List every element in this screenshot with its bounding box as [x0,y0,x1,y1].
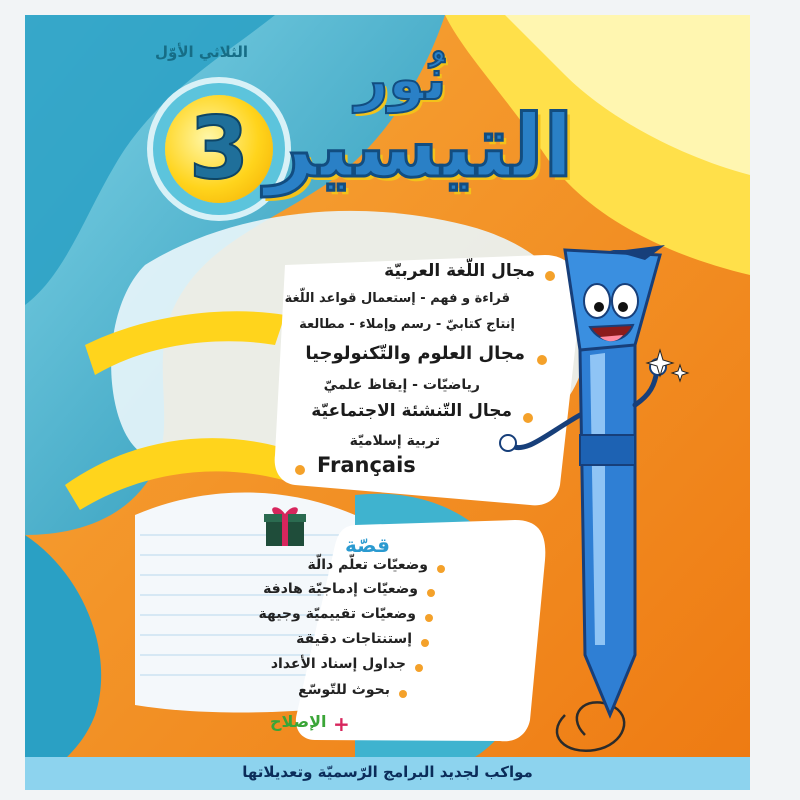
subject-science-detail: رياضيّات - إيقاظ علميّ [323,377,480,393]
feature-item: وضعيّات إدماجيّة هادفة [263,581,418,597]
feature-item: وضعيّات تقييميّة وجيهة [258,606,416,622]
subject-arabic-detail-1: قراءة و فهم - إستعمال قواعد اللّغة [284,291,510,306]
subject-arabic-detail-2: إنتاج كتابيّ - رسم وإملاء - مطالعة [299,317,515,332]
term-label: الثلاثي الأوّل [155,43,248,61]
book-title: التيسير [265,97,574,197]
subject-science: مجال العلوم والتّكنولوجيا [305,343,525,364]
feature-item: إستنتاجات دقيقة [296,631,412,647]
plus-icon: + [333,712,350,736]
subject-social-detail: تربية إسلاميّة [349,433,440,449]
grade-number: 3 [189,99,249,199]
footer-text: مواكب لجديد البرامج الرّسميّة وتعديلاتها [242,763,533,781]
subject-arabic: مجال اللّغة العربيّة [384,261,535,281]
subject-social: مجال التّنشئة الاجتماعيّة [311,401,512,421]
feature-item: بحوث للتّوسّع [298,682,390,698]
feature-item: جداول إسناد الأعداد [270,656,406,672]
pen-mascot-icon [25,15,750,790]
subject-french: Français [317,453,416,477]
correction-label: الإصلاح [270,712,327,731]
features-title: قصّة [345,533,390,557]
feature-item: وضعيّات تعلّم دالّة [307,557,428,573]
cover-page [25,15,750,790]
title-top-word: نُور [355,45,447,113]
